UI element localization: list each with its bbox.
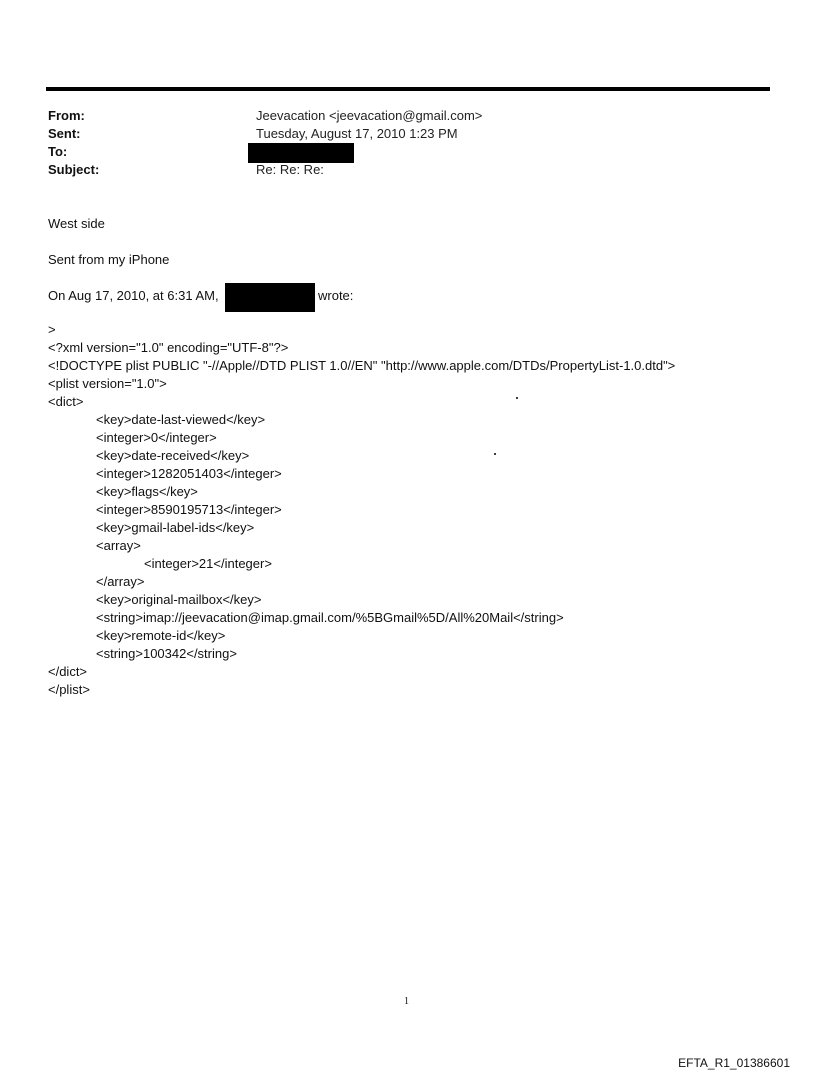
xml-line: <string>imap://jeevacation@imap.gmail.com/%5BGmail%5D/All%20Mail</string> xyxy=(96,610,564,625)
xml-line: <key>remote-id</key> xyxy=(96,628,226,643)
xml-line: <integer>8590195713</integer> xyxy=(96,502,282,517)
xml-line: <integer>1282051403</integer> xyxy=(96,466,282,481)
xml-line: <integer>21</integer> xyxy=(144,556,272,571)
xml-line: </plist> xyxy=(48,682,90,697)
xml-line: <!DOCTYPE plist PUBLIC "-//Apple//DTD PLIST 1.0//EN" "http://www.apple.com/DTDs/PropertyList-1.0.dtd"> xyxy=(48,358,676,373)
xml-line: <?xml version="1.0" encoding="UTF-8"?> xyxy=(48,340,289,355)
xml-line: <key>date-received</key> xyxy=(96,448,250,463)
quote-suffix: wrote: xyxy=(318,288,354,303)
xml-line: <key>flags</key> xyxy=(96,484,198,499)
header-rule xyxy=(46,87,770,91)
body-line-signature: Sent from my iPhone xyxy=(48,252,170,267)
from-label: From: xyxy=(48,108,85,123)
document-id: EFTA_R1_01386601 xyxy=(678,1056,790,1070)
quote-sender-redaction xyxy=(225,283,315,312)
xml-line: </array> xyxy=(96,574,145,589)
subject-label: Subject: xyxy=(48,162,100,177)
subject-value: Re: Re: Re: xyxy=(256,162,324,177)
quote-prefix: On Aug 17, 2010, at 6:31 AM, xyxy=(48,288,219,303)
xml-line: <key>original-mailbox</key> xyxy=(96,592,262,607)
xml-line: <plist version="1.0"> xyxy=(48,376,167,391)
body-line-west-side: West side xyxy=(48,216,105,231)
xml-line: </dict> xyxy=(48,664,88,679)
xml-line: <string>100342</string> xyxy=(96,646,237,661)
scan-speck xyxy=(494,453,496,455)
page-number: 1 xyxy=(404,996,409,1007)
scan-speck xyxy=(516,397,518,399)
xml-line: <key>gmail-label-ids</key> xyxy=(96,520,255,535)
xml-line: <integer>0</integer> xyxy=(96,430,217,445)
to-redaction xyxy=(248,143,354,163)
from-value: Jeevacation <jeevacation@gmail.com> xyxy=(256,108,483,123)
xml-line: <dict> xyxy=(48,394,84,409)
xml-line: <array> xyxy=(96,538,141,553)
sent-value: Tuesday, August 17, 2010 1:23 PM xyxy=(256,126,458,141)
sent-label: Sent: xyxy=(48,126,81,141)
xml-line: > xyxy=(48,322,56,337)
to-label: To: xyxy=(48,144,68,159)
xml-line: <key>date-last-viewed</key> xyxy=(96,412,266,427)
